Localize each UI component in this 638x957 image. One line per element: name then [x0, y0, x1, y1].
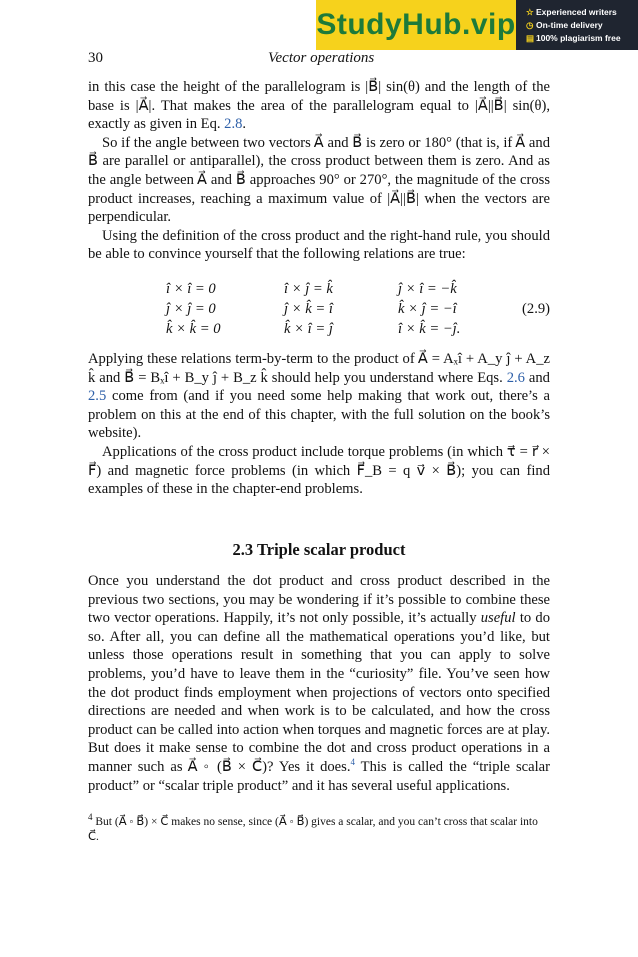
relation: î × î = 0	[166, 281, 216, 297]
relation: k̂ × î = ĵ	[284, 321, 333, 337]
paragraph: Once you understand the dot product and cross product described in the previous two sections, you may be wondering if it’s possible to combine these two vector operations. Happily, it’s not only possible, it’s actually useful to do so. After all, you can define all the mathematical operations you’d like, but unless those operations result in something that you can apply to solve problems, you’d have to leave them in the “curiosity” file. You’ve seen how the dot product finds employment when projections of vectors onto specified directions are needed and when work is to be calculated, and how the cross product can be called into action when torques and magnetic forces are at play. But does it make sense to combine the dot and cross product operations in a manner such as A⃗ ◦ (B⃗ × C⃗)? Yes it does.$^4$ This is called the “triple scalar product” or “scalar triple product” and it has several useful applications.	[88, 573, 550, 794]
footnote	[88, 812, 550, 845]
clock-icon: ◷	[526, 20, 534, 30]
body-block-1	[88, 78, 550, 264]
equation-link[interactable]: 2.8	[224, 116, 243, 133]
feature-item: ▤ 100% plagiarism free	[526, 33, 621, 43]
body-block-3	[88, 572, 550, 795]
paragraph: Applying these relations term-by-term to the product of A⃗ = Aₓî + A_y ĵ + A_z k̂ and B⃗ = Bₓî + B_y ĵ + B_z k̂ should help you understand where Eqs. 2.6 and 2.5 come from (and if you need some help making that work out, there’s a problem on this at the end of this chapter, with the full solution on the book’s website).	[88, 351, 550, 442]
feature-item: ☆ Experienced writers	[526, 7, 617, 17]
running-title: Vector operations	[268, 50, 375, 66]
relation: k̂ × k̂ = 0	[166, 321, 221, 337]
ad-banner[interactable]	[316, 0, 638, 50]
body-block-2	[88, 350, 550, 499]
equation-number: (2.9)	[522, 301, 550, 317]
relation: ĵ × k̂ = î	[284, 301, 333, 317]
page-number: 30	[88, 50, 103, 66]
paragraph: So if the angle between two vectors A⃗ and B⃗ is zero or 180° (that is, if A⃗ and B⃗ are parallel or antiparallel), the cross product between them is zero. And as the angle between A⃗ and B⃗ approaches 90° or 270°, the magnitude of the cross product increases, reaching a maximum value of |A⃗||B⃗| when the vectors are perpendicular.	[88, 134, 550, 226]
document-icon: ▤	[526, 33, 535, 43]
relation: î × k̂ = −ĵ.	[398, 321, 461, 337]
footnote-link[interactable]: 4	[350, 757, 355, 768]
relation: k̂ × ĵ = −î	[398, 301, 457, 317]
equation-link[interactable]: 2.5	[88, 388, 107, 405]
feature-item: ◷ On-time delivery	[526, 20, 603, 30]
paragraph: in this case the height of the parallelogram is |B⃗| sin(θ) and the length of the base is |A⃗|. That makes the area of the parallelogram equal to |A⃗||B⃗| sin(θ), exactly as given in Eq. 2.8.	[88, 79, 550, 133]
footnote-mark: 4	[88, 812, 93, 823]
brand-logo[interactable]: StudyHub.vip	[316, 0, 516, 50]
equation-2-9	[88, 281, 550, 341]
section-heading: 2.3 Triple scalar product	[232, 540, 406, 559]
relation: ĵ × î = −k̂	[398, 281, 457, 297]
feature-list	[526, 6, 621, 45]
relation: ĵ × ĵ = 0	[166, 301, 216, 317]
paragraph: Using the definition of the cross product and the right-hand rule, you should be able to convince yourself that the following relations are true:	[88, 227, 550, 263]
paragraph: Applications of the cross product include torque problems (in which τ⃗ = r⃗ × F⃗) and magnetic force problems (in which F⃗_B = q v⃗ × B⃗); you can find examples of these in the chapter-end problems.	[88, 443, 550, 498]
footnote-text: But (A⃗ ◦ B⃗) × C⃗ makes no sense, since (A⃗ ◦ B⃗) gives a scalar, and you can’t cross that scalar into C⃗.	[88, 816, 538, 843]
relation: î × ĵ = k̂	[284, 281, 333, 297]
star-icon: ☆	[526, 7, 534, 17]
equation-link[interactable]: 2.6	[506, 369, 525, 386]
